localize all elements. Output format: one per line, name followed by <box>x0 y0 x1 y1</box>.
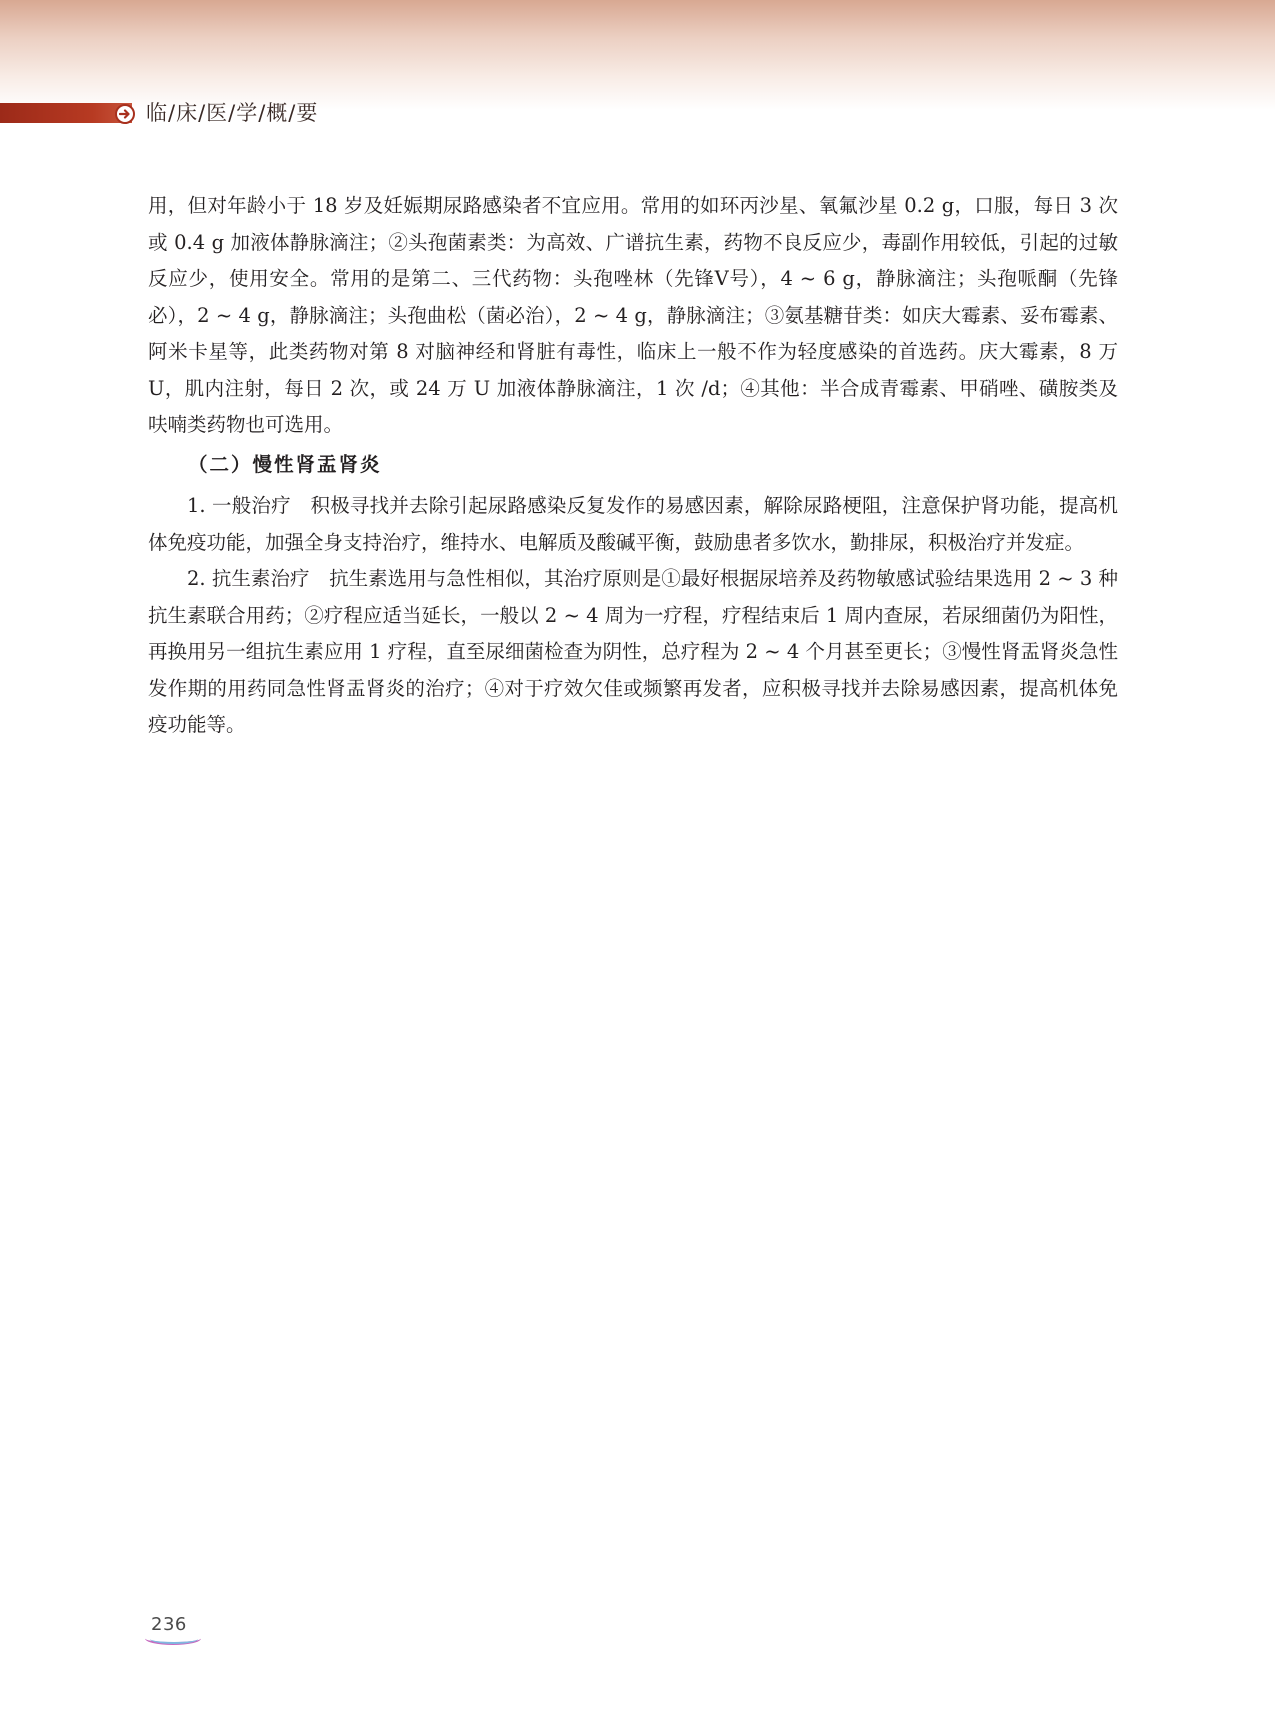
paragraph: 用，但对年龄小于 18 岁及妊娠期尿路感染者不宜应用。常用的如环丙沙星、氧氟沙星 0.2 g，口服，每日 3 次或 0.4 g 加液体静脉滴注；②头孢菌素类：为高效、广谱抗生素，药物不良反应少，毒副作用较低，引起的过敏反应少，使用安全。常用的是第二、三代药物：头孢唑林（先锋Ⅴ号），4 ~ 6 g，静脉滴注；头孢哌酮（先锋必），2 ~ 4 g，静脉滴注；头孢曲松（菌必治），2 ~ 4 g，静脉滴注；③氨基糖苷类：如庆大霉素、妥布霉素、阿米卡星等，此类药物对第 8 对脑神经和肾脏有毒性，临床上一般不作为轻度感染的首选药。庆大霉素，8 万 U，肌内注射，每日 2 次，或 24 万 U 加液体静脉滴注，1 次 /d；④其他：半合成青霉素、甲硝唑、磺胺类及呋喃类药物也可选用。 <box>148 194 1118 436</box>
header-band <box>0 0 1275 110</box>
arrow-right-circle-icon <box>115 104 135 124</box>
paragraph: 2. 抗生素治疗 抗生素选用与急性相似，其治疗原则是①最好根据尿培养及药物敏感试验结果选用 2 ~ 3 种抗生素联合用药；②疗程应适当延长，一般以 2 ~ 4 周为一疗程，疗程结束后 1 周内查尿，若尿细菌仍为阳性，再换用另一组抗生素应用 1 疗程，直至尿细菌检查为阴性，总疗程为 2 ~ 4 个月甚至更长；③慢性肾盂肾炎急性发作期的用药同急性肾盂肾炎的治疗；④对于疗效欠佳或频繁再发者，应积极寻找并去除易感因素，提高机体免疫功能等。 <box>148 567 1118 736</box>
page-body <box>148 188 1118 744</box>
book-title: 临/床/医/学/概/要 <box>146 101 319 125</box>
paragraph: 1. 一般治疗 积极寻找并去除引起尿路感染反复发作的易感因素，解除尿路梗阻，注意保护肾功能，提高机体免疫功能，加强全身支持治疗，维持水、电解质及酸碱平衡，鼓励患者多饮水，勤排尿，积极治疗并发症。 <box>148 494 1118 554</box>
page-number: 236 <box>151 1614 187 1635</box>
page-number-decoration <box>150 1634 198 1644</box>
header-rule <box>0 103 132 123</box>
section-heading: （二）慢性肾盂肾炎 <box>188 452 382 476</box>
